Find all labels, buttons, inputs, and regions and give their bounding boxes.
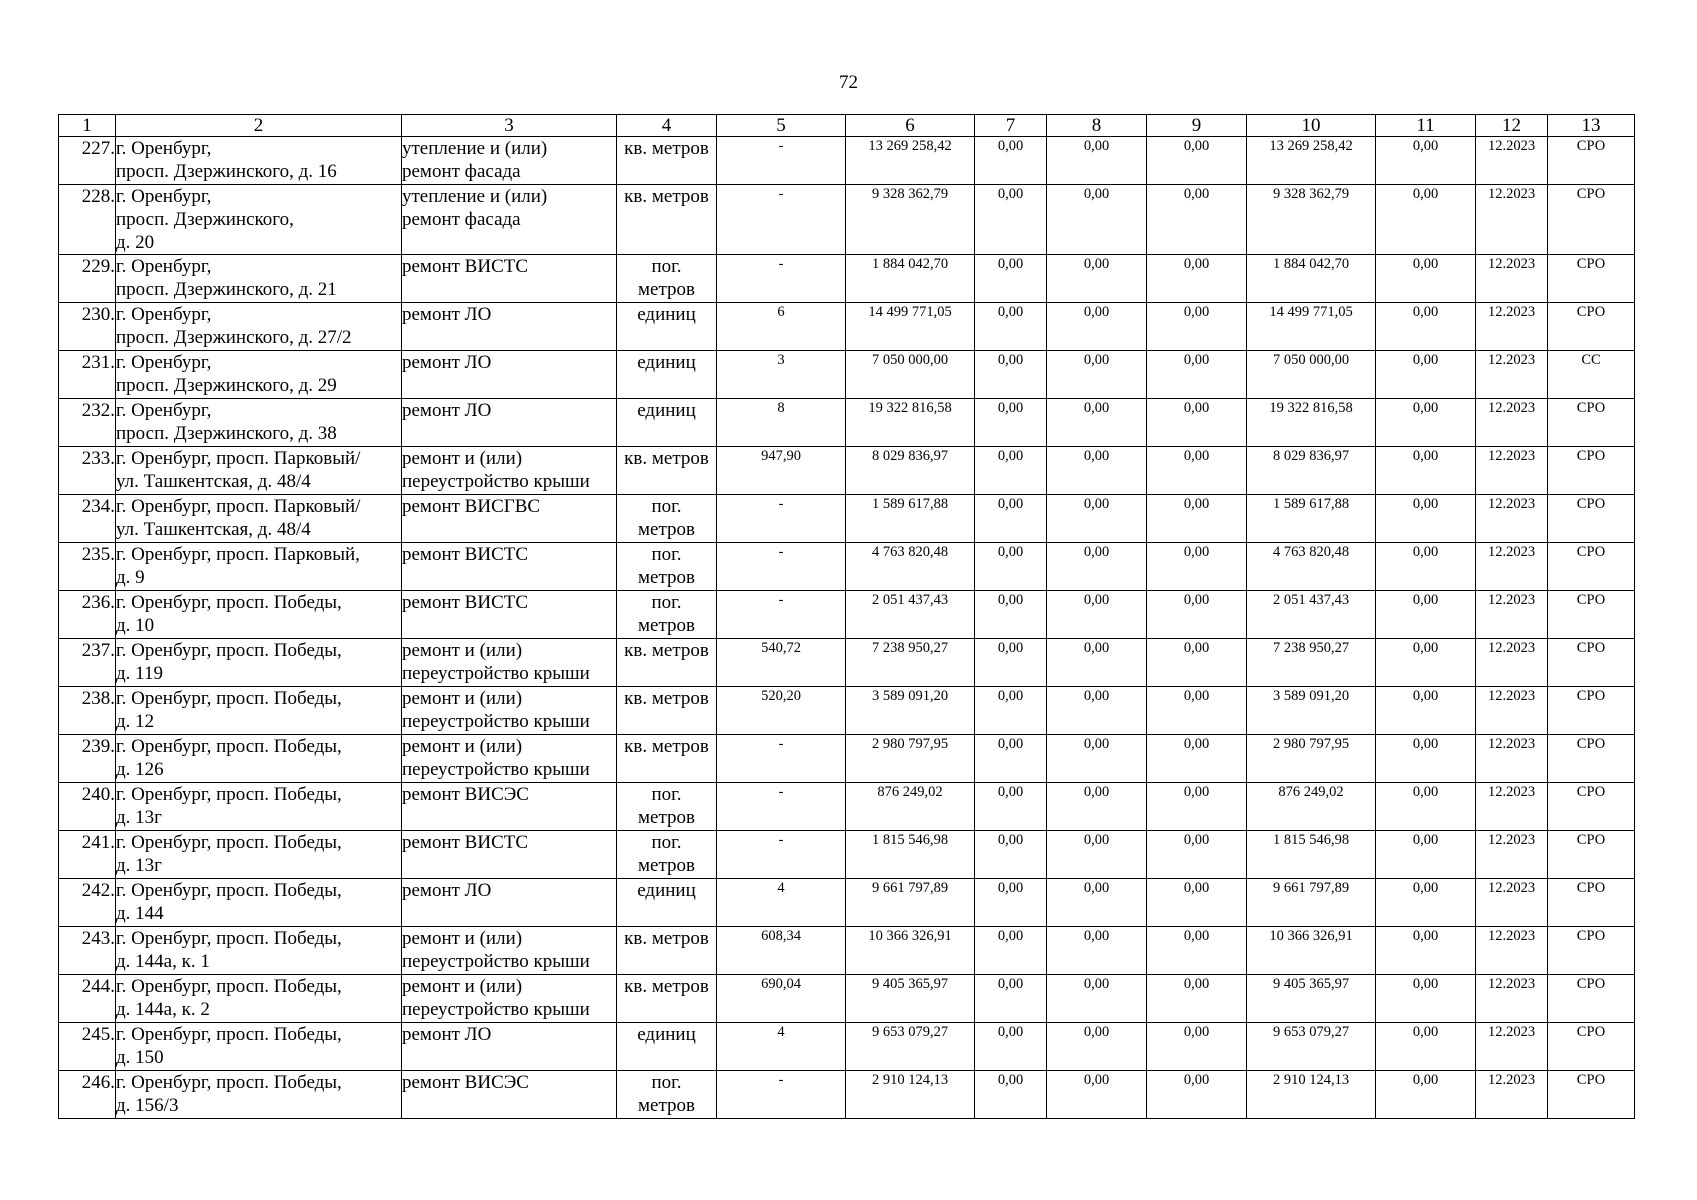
municipal-funds-cell: 0,00 — [1147, 495, 1247, 543]
column-header-12: 12 — [1476, 115, 1548, 137]
address-cell: г. Оренбург, просп. Дзержинского, д. 20 — [116, 185, 402, 255]
unit-cell: пог. метров — [617, 543, 717, 591]
address-cell: г. Оренбург, просп. Парковый, д. 9 — [116, 543, 402, 591]
owner-funds-cell: 13 269 258,42 — [1247, 137, 1376, 185]
regional-funds-cell: 0,00 — [1047, 351, 1147, 399]
federal-funds-cell: 0,00 — [975, 639, 1047, 687]
federal-funds-cell: 0,00 — [975, 255, 1047, 303]
other-funds-cell: 0,00 — [1376, 735, 1476, 783]
federal-funds-cell: 0,00 — [975, 543, 1047, 591]
other-funds-cell: 0,00 — [1376, 783, 1476, 831]
completion-date-cell: 12.2023 — [1476, 927, 1548, 975]
table-row — [59, 303, 1635, 351]
total-cost-cell: 2 051 437,43 — [846, 591, 975, 639]
row-number-cell: 235. — [59, 543, 116, 591]
municipal-funds-cell: 0,00 — [1147, 639, 1247, 687]
table-row — [59, 1023, 1635, 1071]
unit-cell: кв. метров — [617, 927, 717, 975]
other-funds-cell: 0,00 — [1376, 639, 1476, 687]
municipal-funds-cell: 0,00 — [1147, 137, 1247, 185]
completion-date-cell: 12.2023 — [1476, 591, 1548, 639]
row-number-cell: 236. — [59, 591, 116, 639]
completion-date-cell: 12.2023 — [1476, 399, 1548, 447]
regional-funds-cell: 0,00 — [1047, 495, 1147, 543]
column-header-4: 4 — [617, 115, 717, 137]
address-cell: г. Оренбург, просп. Дзержинского, д. 16 — [116, 137, 402, 185]
table-row — [59, 783, 1635, 831]
other-funds-cell: 0,00 — [1376, 185, 1476, 255]
quantity-cell: 608,34 — [717, 927, 846, 975]
municipal-funds-cell: 0,00 — [1147, 543, 1247, 591]
address-cell: г. Оренбург, просп. Победы, д. 150 — [116, 1023, 402, 1071]
unit-cell: кв. метров — [617, 735, 717, 783]
completion-date-cell: 12.2023 — [1476, 735, 1548, 783]
regional-funds-cell: 0,00 — [1047, 735, 1147, 783]
regional-funds-cell: 0,00 — [1047, 831, 1147, 879]
regional-funds-cell: 0,00 — [1047, 447, 1147, 495]
column-header-8: 8 — [1047, 115, 1147, 137]
municipal-funds-cell: 0,00 — [1147, 447, 1247, 495]
table-row — [59, 1071, 1635, 1119]
total-cost-cell: 13 269 258,42 — [846, 137, 975, 185]
federal-funds-cell: 0,00 — [975, 783, 1047, 831]
owner-funds-cell: 9 328 362,79 — [1247, 185, 1376, 255]
unit-cell: кв. метров — [617, 687, 717, 735]
total-cost-cell: 9 405 365,97 — [846, 975, 975, 1023]
federal-funds-cell: 0,00 — [975, 351, 1047, 399]
completion-date-cell: 12.2023 — [1476, 879, 1548, 927]
other-funds-cell: 0,00 — [1376, 687, 1476, 735]
other-funds-cell: 0,00 — [1376, 1071, 1476, 1119]
unit-cell: единиц — [617, 351, 717, 399]
unit-cell: пог. метров — [617, 495, 717, 543]
unit-cell: единиц — [617, 399, 717, 447]
completion-date-cell: 12.2023 — [1476, 303, 1548, 351]
work-type-cell: ремонт ВИСТС — [402, 591, 617, 639]
other-funds-cell: 0,00 — [1376, 975, 1476, 1023]
quantity-cell: - — [717, 735, 846, 783]
fund-method-cell: СРО — [1548, 831, 1635, 879]
owner-funds-cell: 3 589 091,20 — [1247, 687, 1376, 735]
table-row — [59, 735, 1635, 783]
address-cell: г. Оренбург, просп. Победы, д. 13г — [116, 831, 402, 879]
address-cell: г. Оренбург, просп. Победы, д. 10 — [116, 591, 402, 639]
municipal-funds-cell: 0,00 — [1147, 735, 1247, 783]
table-row — [59, 185, 1635, 255]
row-number-cell: 238. — [59, 687, 116, 735]
quantity-cell: 540,72 — [717, 639, 846, 687]
municipal-funds-cell: 0,00 — [1147, 591, 1247, 639]
owner-funds-cell: 7 050 000,00 — [1247, 351, 1376, 399]
row-number-cell: 234. — [59, 495, 116, 543]
municipal-funds-cell: 0,00 — [1147, 831, 1247, 879]
other-funds-cell: 0,00 — [1376, 351, 1476, 399]
owner-funds-cell: 2 980 797,95 — [1247, 735, 1376, 783]
regional-funds-cell: 0,00 — [1047, 639, 1147, 687]
completion-date-cell: 12.2023 — [1476, 1071, 1548, 1119]
table-row — [59, 447, 1635, 495]
federal-funds-cell: 0,00 — [975, 1071, 1047, 1119]
quantity-cell: - — [717, 543, 846, 591]
unit-cell: единиц — [617, 1023, 717, 1071]
quantity-cell: - — [717, 185, 846, 255]
work-type-cell: ремонт ВИСЭС — [402, 1071, 617, 1119]
completion-date-cell: 12.2023 — [1476, 447, 1548, 495]
municipal-funds-cell: 0,00 — [1147, 975, 1247, 1023]
federal-funds-cell: 0,00 — [975, 495, 1047, 543]
work-type-cell: утепление и (или) ремонт фасада — [402, 137, 617, 185]
municipal-funds-cell: 0,00 — [1147, 927, 1247, 975]
quantity-cell: - — [717, 137, 846, 185]
fund-method-cell: СРО — [1548, 735, 1635, 783]
fund-method-cell: СРО — [1548, 495, 1635, 543]
row-number-cell: 237. — [59, 639, 116, 687]
unit-cell: кв. метров — [617, 185, 717, 255]
column-header-1: 1 — [59, 115, 116, 137]
regional-funds-cell: 0,00 — [1047, 879, 1147, 927]
address-cell: г. Оренбург, просп. Дзержинского, д. 38 — [116, 399, 402, 447]
quantity-cell: - — [717, 783, 846, 831]
quantity-cell: 690,04 — [717, 975, 846, 1023]
owner-funds-cell: 4 763 820,48 — [1247, 543, 1376, 591]
address-cell: г. Оренбург, просп. Дзержинского, д. 21 — [116, 255, 402, 303]
fund-method-cell: СРО — [1548, 255, 1635, 303]
owner-funds-cell: 2 910 124,13 — [1247, 1071, 1376, 1119]
unit-cell: кв. метров — [617, 975, 717, 1023]
unit-cell: единиц — [617, 879, 717, 927]
other-funds-cell: 0,00 — [1376, 495, 1476, 543]
owner-funds-cell: 1 884 042,70 — [1247, 255, 1376, 303]
other-funds-cell: 0,00 — [1376, 447, 1476, 495]
work-type-cell: ремонт ВИСГВС — [402, 495, 617, 543]
quantity-cell: 4 — [717, 879, 846, 927]
fund-method-cell: СРО — [1548, 1071, 1635, 1119]
regional-funds-cell: 0,00 — [1047, 687, 1147, 735]
regional-funds-cell: 0,00 — [1047, 783, 1147, 831]
owner-funds-cell: 9 653 079,27 — [1247, 1023, 1376, 1071]
municipal-funds-cell: 0,00 — [1147, 1023, 1247, 1071]
quantity-cell: - — [717, 495, 846, 543]
row-number-cell: 233. — [59, 447, 116, 495]
table-row — [59, 255, 1635, 303]
federal-funds-cell: 0,00 — [975, 399, 1047, 447]
completion-date-cell: 12.2023 — [1476, 255, 1548, 303]
row-number-cell: 232. — [59, 399, 116, 447]
federal-funds-cell: 0,00 — [975, 831, 1047, 879]
quantity-cell: - — [717, 591, 846, 639]
address-cell: г. Оренбург, просп. Парковый/ ул. Ташкентская, д. 48/4 — [116, 447, 402, 495]
municipal-funds-cell: 0,00 — [1147, 1071, 1247, 1119]
work-type-cell: утепление и (или) ремонт фасада — [402, 185, 617, 255]
address-cell: г. Оренбург, просп. Дзержинского, д. 27/2 — [116, 303, 402, 351]
municipal-funds-cell: 0,00 — [1147, 185, 1247, 255]
row-number-cell: 227. — [59, 137, 116, 185]
completion-date-cell: 12.2023 — [1476, 639, 1548, 687]
table-row — [59, 831, 1635, 879]
owner-funds-cell: 1 815 546,98 — [1247, 831, 1376, 879]
completion-date-cell: 12.2023 — [1476, 137, 1548, 185]
table-row — [59, 495, 1635, 543]
column-header-10: 10 — [1247, 115, 1376, 137]
table-body — [59, 137, 1635, 1119]
regional-funds-cell: 0,00 — [1047, 1023, 1147, 1071]
owner-funds-cell: 876 249,02 — [1247, 783, 1376, 831]
work-type-cell: ремонт ЛО — [402, 303, 617, 351]
total-cost-cell: 8 029 836,97 — [846, 447, 975, 495]
fund-method-cell: СРО — [1548, 447, 1635, 495]
column-header-9: 9 — [1147, 115, 1247, 137]
total-cost-cell: 2 910 124,13 — [846, 1071, 975, 1119]
unit-cell: единиц — [617, 303, 717, 351]
work-type-cell: ремонт и (или) переустройство крыши — [402, 447, 617, 495]
work-type-cell: ремонт ВИСЭС — [402, 783, 617, 831]
quantity-cell: - — [717, 255, 846, 303]
column-header-11: 11 — [1376, 115, 1476, 137]
total-cost-cell: 1 815 546,98 — [846, 831, 975, 879]
owner-funds-cell: 10 366 326,91 — [1247, 927, 1376, 975]
other-funds-cell: 0,00 — [1376, 879, 1476, 927]
federal-funds-cell: 0,00 — [975, 591, 1047, 639]
row-number-cell: 245. — [59, 1023, 116, 1071]
completion-date-cell: 12.2023 — [1476, 495, 1548, 543]
total-cost-cell: 9 653 079,27 — [846, 1023, 975, 1071]
total-cost-cell: 10 366 326,91 — [846, 927, 975, 975]
fund-method-cell: СРО — [1548, 687, 1635, 735]
table-row — [59, 975, 1635, 1023]
table-row — [59, 879, 1635, 927]
regional-funds-cell: 0,00 — [1047, 255, 1147, 303]
work-type-cell: ремонт ЛО — [402, 879, 617, 927]
row-number-cell: 239. — [59, 735, 116, 783]
regional-funds-cell: 0,00 — [1047, 543, 1147, 591]
regional-funds-cell: 0,00 — [1047, 185, 1147, 255]
column-header-2: 2 — [116, 115, 402, 137]
regional-funds-cell: 0,00 — [1047, 1071, 1147, 1119]
completion-date-cell: 12.2023 — [1476, 975, 1548, 1023]
other-funds-cell: 0,00 — [1376, 303, 1476, 351]
total-cost-cell: 7 238 950,27 — [846, 639, 975, 687]
register-table — [58, 114, 1635, 1119]
work-type-cell: ремонт и (или) переустройство крыши — [402, 687, 617, 735]
row-number-cell: 243. — [59, 927, 116, 975]
quantity-cell: 520,20 — [717, 687, 846, 735]
federal-funds-cell: 0,00 — [975, 303, 1047, 351]
row-number-cell: 242. — [59, 879, 116, 927]
quantity-cell: - — [717, 1071, 846, 1119]
work-type-cell: ремонт ЛО — [402, 351, 617, 399]
column-header-3: 3 — [402, 115, 617, 137]
table-row — [59, 927, 1635, 975]
table-row — [59, 399, 1635, 447]
fund-method-cell: СРО — [1548, 303, 1635, 351]
regional-funds-cell: 0,00 — [1047, 975, 1147, 1023]
address-cell: г. Оренбург, просп. Победы, д. 144а, к. 1 — [116, 927, 402, 975]
address-cell: г. Оренбург, просп. Победы, д. 119 — [116, 639, 402, 687]
municipal-funds-cell: 0,00 — [1147, 303, 1247, 351]
table-row — [59, 351, 1635, 399]
address-cell: г. Оренбург, просп. Победы, д. 126 — [116, 735, 402, 783]
work-type-cell: ремонт ЛО — [402, 1023, 617, 1071]
fund-method-cell: СРО — [1548, 185, 1635, 255]
row-number-cell: 231. — [59, 351, 116, 399]
fund-method-cell: СРО — [1548, 399, 1635, 447]
unit-cell: пог. метров — [617, 591, 717, 639]
owner-funds-cell: 2 051 437,43 — [1247, 591, 1376, 639]
municipal-funds-cell: 0,00 — [1147, 255, 1247, 303]
work-type-cell: ремонт и (или) переустройство крыши — [402, 975, 617, 1023]
unit-cell: пог. метров — [617, 1071, 717, 1119]
table-row — [59, 591, 1635, 639]
address-cell: г. Оренбург, просп. Победы, д. 156/3 — [116, 1071, 402, 1119]
fund-method-cell: СРО — [1548, 639, 1635, 687]
owner-funds-cell: 8 029 836,97 — [1247, 447, 1376, 495]
other-funds-cell: 0,00 — [1376, 543, 1476, 591]
row-number-cell: 244. — [59, 975, 116, 1023]
work-type-cell: ремонт и (или) переустройство крыши — [402, 639, 617, 687]
federal-funds-cell: 0,00 — [975, 137, 1047, 185]
fund-method-cell: СРО — [1548, 879, 1635, 927]
row-number-cell: 241. — [59, 831, 116, 879]
address-cell: г. Оренбург, просп. Дзержинского, д. 29 — [116, 351, 402, 399]
federal-funds-cell: 0,00 — [975, 735, 1047, 783]
column-header-5: 5 — [717, 115, 846, 137]
completion-date-cell: 12.2023 — [1476, 687, 1548, 735]
work-type-cell: ремонт и (или) переустройство крыши — [402, 735, 617, 783]
fund-method-cell: СРО — [1548, 591, 1635, 639]
address-cell: г. Оренбург, просп. Победы, д. 144 — [116, 879, 402, 927]
federal-funds-cell: 0,00 — [975, 1023, 1047, 1071]
total-cost-cell: 14 499 771,05 — [846, 303, 975, 351]
fund-method-cell: СРО — [1548, 927, 1635, 975]
quantity-cell: 6 — [717, 303, 846, 351]
completion-date-cell: 12.2023 — [1476, 831, 1548, 879]
row-number-cell: 228. — [59, 185, 116, 255]
header-row — [59, 115, 1635, 137]
municipal-funds-cell: 0,00 — [1147, 879, 1247, 927]
regional-funds-cell: 0,00 — [1047, 303, 1147, 351]
table-row — [59, 543, 1635, 591]
regional-funds-cell: 0,00 — [1047, 927, 1147, 975]
total-cost-cell: 19 322 816,58 — [846, 399, 975, 447]
column-header-13: 13 — [1548, 115, 1635, 137]
table-header — [59, 115, 1635, 137]
page-number: 72 — [839, 72, 858, 93]
municipal-funds-cell: 0,00 — [1147, 351, 1247, 399]
federal-funds-cell: 0,00 — [975, 975, 1047, 1023]
work-type-cell: ремонт ВИСТС — [402, 831, 617, 879]
fund-method-cell: СРО — [1548, 1023, 1635, 1071]
row-number-cell: 240. — [59, 783, 116, 831]
federal-funds-cell: 0,00 — [975, 447, 1047, 495]
other-funds-cell: 0,00 — [1376, 399, 1476, 447]
completion-date-cell: 12.2023 — [1476, 351, 1548, 399]
regional-funds-cell: 0,00 — [1047, 399, 1147, 447]
address-cell: г. Оренбург, просп. Парковый/ ул. Ташкентская, д. 48/4 — [116, 495, 402, 543]
other-funds-cell: 0,00 — [1376, 927, 1476, 975]
quantity-cell: - — [717, 831, 846, 879]
unit-cell: кв. метров — [617, 447, 717, 495]
federal-funds-cell: 0,00 — [975, 927, 1047, 975]
owner-funds-cell: 9 661 797,89 — [1247, 879, 1376, 927]
total-cost-cell: 9 328 362,79 — [846, 185, 975, 255]
total-cost-cell: 4 763 820,48 — [846, 543, 975, 591]
owner-funds-cell: 19 322 816,58 — [1247, 399, 1376, 447]
column-header-6: 6 — [846, 115, 975, 137]
row-number-cell: 246. — [59, 1071, 116, 1119]
row-number-cell: 229. — [59, 255, 116, 303]
fund-method-cell: СРО — [1548, 975, 1635, 1023]
other-funds-cell: 0,00 — [1376, 255, 1476, 303]
quantity-cell: 4 — [717, 1023, 846, 1071]
total-cost-cell: 3 589 091,20 — [846, 687, 975, 735]
other-funds-cell: 0,00 — [1376, 1023, 1476, 1071]
other-funds-cell: 0,00 — [1376, 591, 1476, 639]
unit-cell: кв. метров — [617, 639, 717, 687]
work-type-cell: ремонт ВИСТС — [402, 543, 617, 591]
quantity-cell: 947,90 — [717, 447, 846, 495]
federal-funds-cell: 0,00 — [975, 185, 1047, 255]
table-row — [59, 687, 1635, 735]
unit-cell: пог. метров — [617, 831, 717, 879]
regional-funds-cell: 0,00 — [1047, 591, 1147, 639]
total-cost-cell: 7 050 000,00 — [846, 351, 975, 399]
completion-date-cell: 12.2023 — [1476, 1023, 1548, 1071]
address-cell: г. Оренбург, просп. Победы, д. 13г — [116, 783, 402, 831]
owner-funds-cell: 9 405 365,97 — [1247, 975, 1376, 1023]
work-type-cell: ремонт ВИСТС — [402, 255, 617, 303]
municipal-funds-cell: 0,00 — [1147, 687, 1247, 735]
completion-date-cell: 12.2023 — [1476, 783, 1548, 831]
fund-method-cell: СРО — [1548, 543, 1635, 591]
work-type-cell: ремонт ЛО — [402, 399, 617, 447]
total-cost-cell: 1 589 617,88 — [846, 495, 975, 543]
completion-date-cell: 12.2023 — [1476, 185, 1548, 255]
municipal-funds-cell: 0,00 — [1147, 783, 1247, 831]
unit-cell: пог. метров — [617, 255, 717, 303]
owner-funds-cell: 14 499 771,05 — [1247, 303, 1376, 351]
column-header-7: 7 — [975, 115, 1047, 137]
address-cell: г. Оренбург, просп. Победы, д. 12 — [116, 687, 402, 735]
other-funds-cell: 0,00 — [1376, 137, 1476, 185]
completion-date-cell: 12.2023 — [1476, 543, 1548, 591]
federal-funds-cell: 0,00 — [975, 879, 1047, 927]
municipal-funds-cell: 0,00 — [1147, 399, 1247, 447]
fund-method-cell: СС — [1548, 351, 1635, 399]
work-type-cell: ремонт и (или) переустройство крыши — [402, 927, 617, 975]
quantity-cell: 3 — [717, 351, 846, 399]
address-cell: г. Оренбург, просп. Победы, д. 144а, к. 2 — [116, 975, 402, 1023]
total-cost-cell: 2 980 797,95 — [846, 735, 975, 783]
regional-funds-cell: 0,00 — [1047, 137, 1147, 185]
federal-funds-cell: 0,00 — [975, 687, 1047, 735]
unit-cell: кв. метров — [617, 137, 717, 185]
total-cost-cell: 9 661 797,89 — [846, 879, 975, 927]
owner-funds-cell: 1 589 617,88 — [1247, 495, 1376, 543]
row-number-cell: 230. — [59, 303, 116, 351]
table-row — [59, 639, 1635, 687]
table-row — [59, 137, 1635, 185]
total-cost-cell: 1 884 042,70 — [846, 255, 975, 303]
unit-cell: пог. метров — [617, 783, 717, 831]
fund-method-cell: СРО — [1548, 783, 1635, 831]
quantity-cell: 8 — [717, 399, 846, 447]
other-funds-cell: 0,00 — [1376, 831, 1476, 879]
fund-method-cell: СРО — [1548, 137, 1635, 185]
owner-funds-cell: 7 238 950,27 — [1247, 639, 1376, 687]
total-cost-cell: 876 249,02 — [846, 783, 975, 831]
